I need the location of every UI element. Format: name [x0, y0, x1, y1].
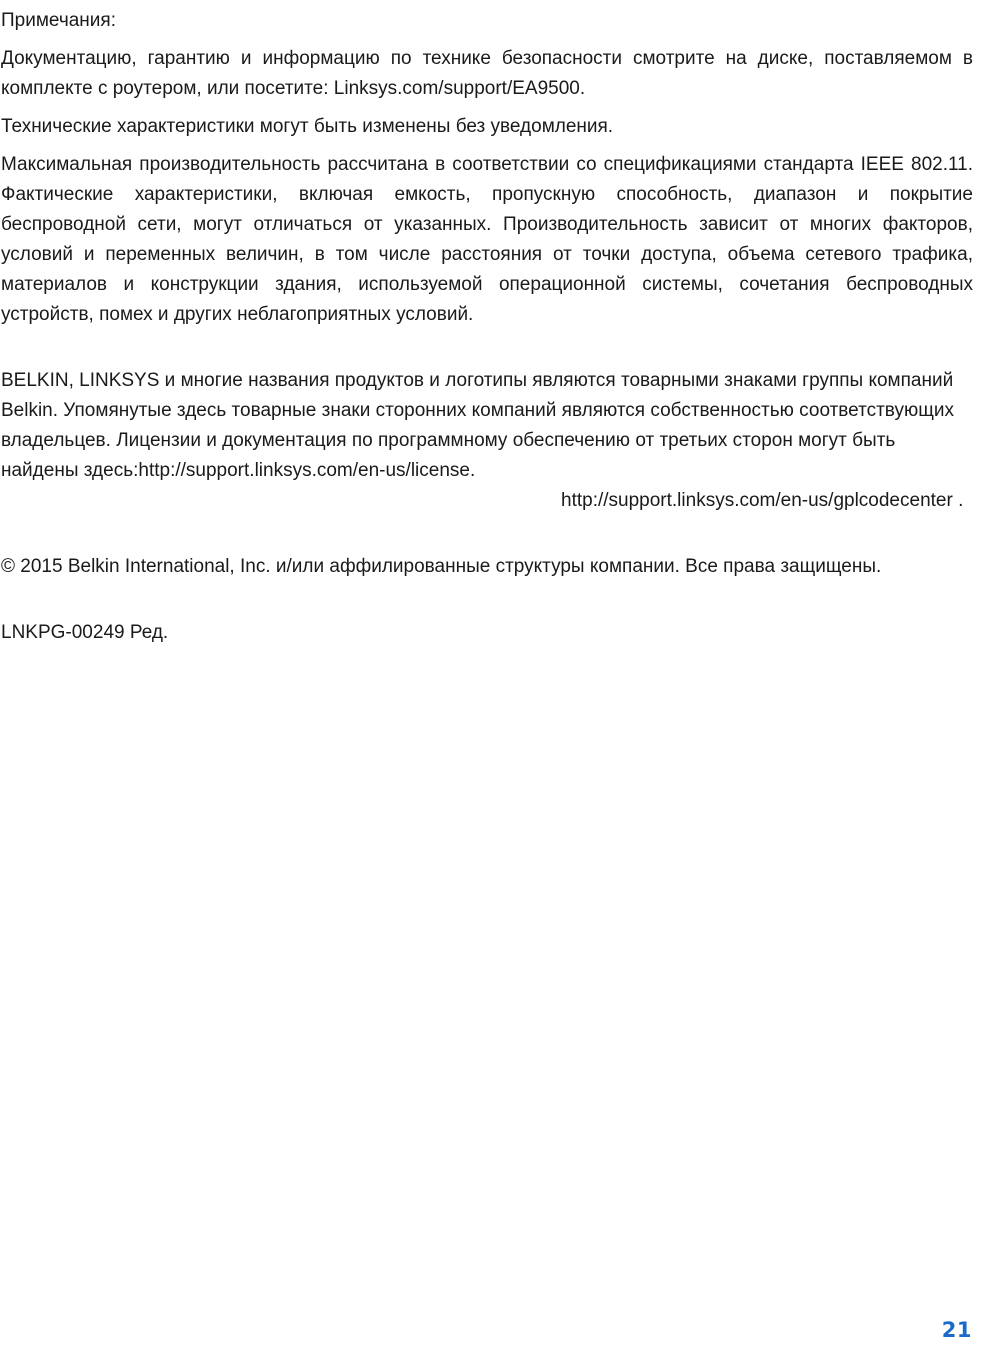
documentation-note: Документацию, гарантию и информацию по технике безопасности смотрите на диске, поставляемом в комплекте с роутером, или посетите: Linksys.com/support/EA9500. [1, 48, 973, 99]
performance-note: Максимальная производительность рассчитана в соответствии со спецификациями стандарта IEEE 802.11. Фактические характеристики, включая емкость, пропускную способность, диапазон и покрытие беспроводной сети, могут отличаться от указанных. Производительность зависит от многих факторов, условий и переменных величин, в том числе расстояния от точки доступа, объема сетевого трафика, материалов и конструкции здания, используемой операционной системы, сочетания беспроводных устройств, помех и других неблагоприятных условий. [1, 154, 973, 325]
trademark-paragraph [1, 366, 971, 516]
gpl-link[interactable]: http://support.linksys.com/en-us/gplcodecenter . [561, 490, 964, 511]
notes-heading: Примечания: [1, 10, 116, 31]
page-number: 21 [941, 1318, 972, 1342]
specs-change-note: Технические характеристики могут быть изменены без уведомления. [1, 116, 614, 137]
document-body [1, 6, 973, 648]
trademark-text: BELKIN, LINKSYS и многие названия продуктов и логотипы являются товарными знаками группы компаний Belkin. Упомянутые здесь товарные знаки сторонних компаний являются собственностью соответствующих владельцев. Лицензии и документация по программному обеспечению от третьих сторон могут быть найдены здесь: [1, 370, 954, 481]
copyright-notice: © 2015 Belkin International, Inc. и/или аффилированные структуры компании. Все права защищены. [1, 556, 882, 577]
document-code: LNKPG-00249 Ред. [1, 622, 169, 643]
license-link[interactable]: http://support.linksys.com/en-us/license. [138, 460, 476, 481]
